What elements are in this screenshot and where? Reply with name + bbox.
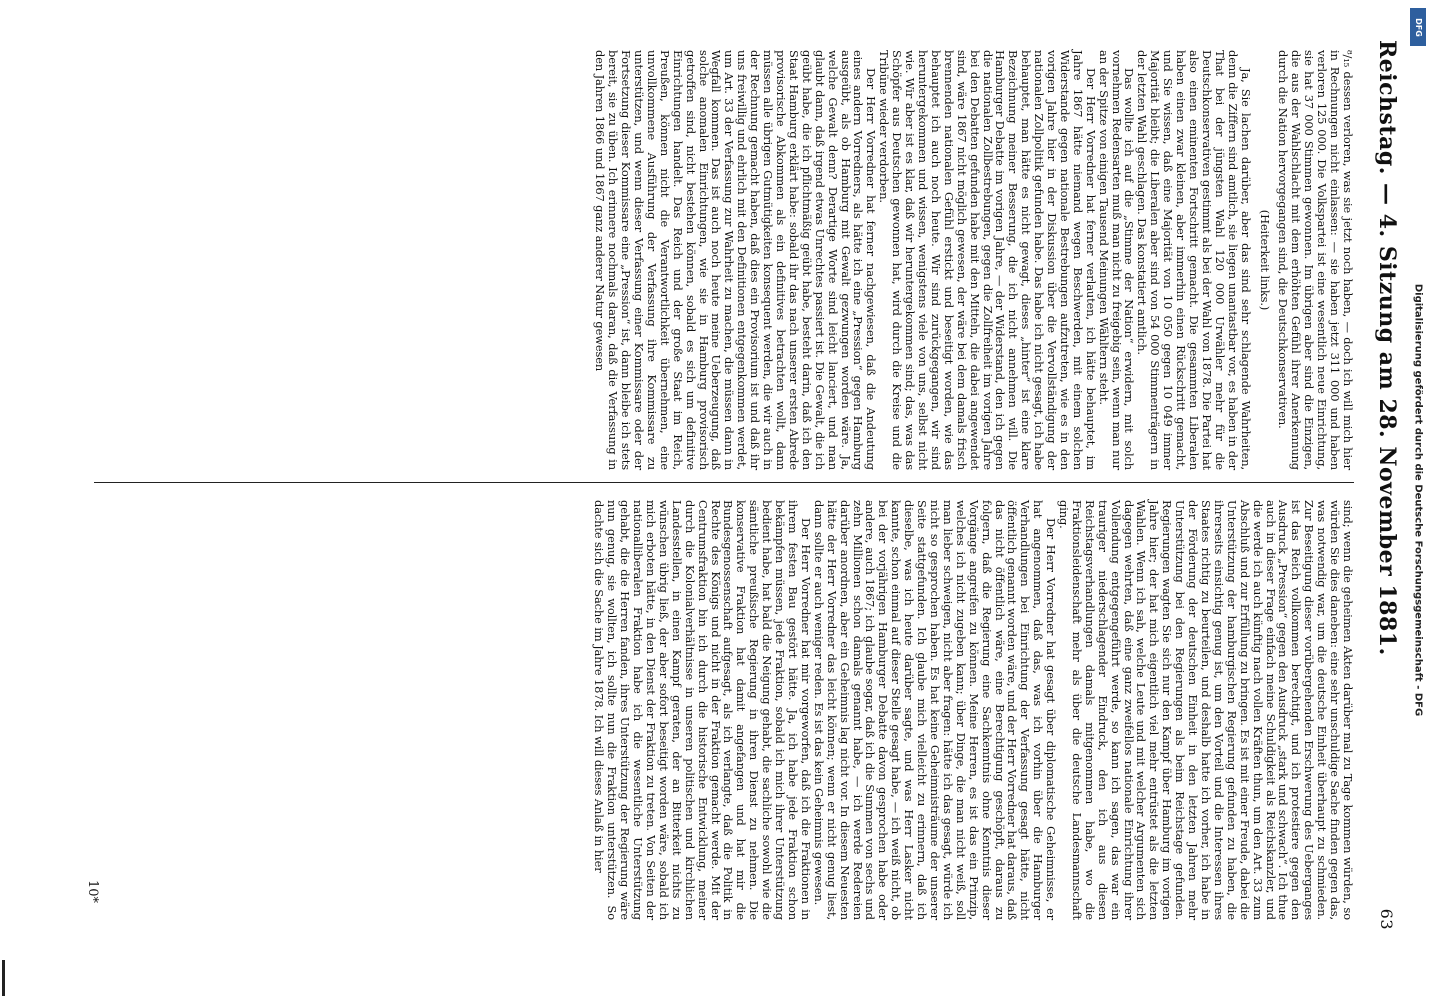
page-header-title: Reichstag. — 4. Sitzung am 28. November 1881.	[1374, 40, 1400, 656]
page-header	[1370, 40, 1404, 930]
paragraph: sind; wenn die geheimen Akten darüber mal zu Tage kommen würden, so würden Sie dies daneben: eine sehr unschuldige Sache finden gegen das, was notwendig war, um die deutsche Einheit überhaupt zu schmieden. Zur Beseitigung dieser vorübergehenden Erschwerung des Ueberganges ist das Reich vollkommen berechtigt, und ich protestiere gegen den Ausdruck „Pression“ gegen den Ausdruck „stark und schwach“. Ich thue auch in dieser Frage einfach meine Schuldigkeit als Reichskanzler, und die werde ich auch künftig nach vollen Kräften thun, um den Art. 33 zum Abschluß und zur Erfüllung zu bringen. Es ist mit einer Freude, dabei die Unterstützung der hamburgischen Regierung gefunden zu haben, die ihrerseits einsichtig genug ist, um den Vorteil und die Interessen ihres Staates richtig zu beurteilen, und deshalb hatte ich vorher, ich habe in der Förderung der deutschen Einheit in den letzten Jahren mehr Unterstützung bei den Regierungen als beim Reichstage gefunden. Regierungen wagten Sie sich nur den Kampf über Hamburg im vorigen Jahre hier; der hat mich eigentlich viel mehr entrüstet als die letzten Wahlen. Wenn ich sah, welche Leute und mit welcher Argumenten sich dagegen wehrten, daß eine ganz zweifellos nationale Einrichtung ihrer Vollendung entgegengeführt werde, so kann ich sagen, das war ein trauriger niederschlagender Eindruck, den ich aus diesen Reichstagsverhandlungen damals mitgenommen habe, wo die Fraktionsleidenschaft mehr als über die deutsche Landesmannschaft ging.	[1057, 500, 1355, 920]
dfg-logo	[1410, 8, 1426, 46]
column-divider	[94, 482, 1354, 483]
scan-edge-mark	[2, 960, 5, 996]
page-number: 63	[1377, 908, 1397, 930]
paragraph: Das wollte ich auf die „Stimme der Nation“ erwidern, mit solch vornehmen Redensarten muß man nicht zu freigebig sein, wenn man nur an der Spitze von einigen Tausend Meinungen Wähltern steht.	[1096, 50, 1137, 470]
signature-mark: 10*	[85, 880, 100, 904]
interjection-note: (Heiterkeit links.)	[1257, 209, 1272, 311]
digitization-credit	[1406, 0, 1430, 1000]
paragraph: Der Herr Vorredner hat ferner verlauten, ich hätte behauptet, im Jahre 1867 hätte niemand wegen Beschwerden, mit einem solchen Widerstande gegen nationale Bestrebungen aufzutreten, wie es in den vorigen Jahre hier in der Diskussion über die Vervollständigung der nationalen Zollpolitik gefunden habe. Das habe ich nicht gesagt, ich habe behauptet, man hätte es nicht gewagt, dieses „hinter“ ist eine klare Bezeichnung meiner Besserung, die ich nicht annehmen will. Die Hamburger Debatte im vorigen Jahre, — der Widerstand, den ich gegen die nationalen Zollbestrebungen, gegen die Zollfreiheit im vorigen Jahre bei den Debatten gefunden habe mit den Mitteln, die dabei angewendet sind, wäre 1867 nicht möglich gewesen, der wäre bei dem damals frisch brennenden nationalen Gefühl erstickt und beseitigt worden, wie das behauptet ich auch noch heute. Wir sind zurückgegangen, wir sind heruntergekommen und wissen, wenigstens viele von uns, selbst nicht wie. Wir aber ist es klar, daß wir heruntergekommen sind; das, was das Schöpfer aus Deutschen gewonnen hat, wird durch die Kreise und die Tribüne wieder verdorben.	[877, 50, 1098, 470]
credit-text: Digitalisierung gefördert durch die Deutsche Forschungsgemeinschaft - DFG	[1412, 283, 1424, 717]
paragraph: Der Herr Vorredner hat gesagt über diplomatische Geheimnisse, er hat angenommen, daß das, was ich vorhin über die Hamburger Verhandlungen bei Einrichtung der Verfassung gesagt hätte, nicht öffentlich genannt worden wäre, und der Herr Vorredner hat daraus, daß das nicht öffentlich wäre, eine Berechtigung geschöpft, daraus zu folgern, daß die Regierung eine Sachkenntnis ohne Kenntnis dieser Vorgänge angreifen zu können. Meine Herren, es ist das ein Prinzip, welches ich nicht zugeben kann; über Dinge, die man nicht weiß, soll man lieber schweigen, nicht aber fragen: hätte ich das gesagt, würde ich nicht so gesprochen haben. Es hat keine Geheimnisträume der unserer Seite stattgefunden. Ich glaube mich vielleicht zu erinnern, daß ich dieselbe, was ich heute darüber sagte, und was Herr Lasker nicht kannte, schon einmal auf dieser Stelle gesagt habe, — ich weiß nicht, ob bei der vorjährigen Hamburger Debatte davon gesprochen habe oder andere, auch 1867; ich glaube sogar, daß ich die Summen von sechs und zehn Millionen schon damals genannt habe, — ich werde Redereien darüber anordnen, aber ein Geheimnis lag nicht vor. In diesem Neuesten hätte der Herr Vorredner das leicht können; wenn er nicht genug liest, dann sollte er auch weniger reden. Es ist das kein Geheimnis gewesen.	[811, 500, 1059, 920]
paragraph: ⁸/₁₅ dessen verloren, was sie jetzt noch haben, — doch ich will mich hier in Rechnungen nicht einlassen: — sie haben jetzt 311 000 und haben verloren 125 000. Die Volkspartei ist eine wesentlich neue Einrichtung, sie hat 37 000 Stimmen gewonnen. Im übrigen aber sind die Einzigen, die aus der Wahlschlacht mit dem erhöhten Gefühl ihrer Anerkennung durch die Nation hervorgegangen sind, die Deutschkonservativen.	[1276, 50, 1355, 470]
paragraph: Der Herr Vorredner hat mir vorgeworfen, daß ich die Fraktionen in ihrem festen Bau gestört hätte. Ja, ich habe jede Fraktion schon bekämpfen müssen, jede Fraktion, sobald ich mich ihrer Unterstützung bedient habe, hat bald die Neigung gehabt, die sachliche sowohl wie die sämtliche preußische Regierung in ihren Dienst zu nehmen. Die konservative Fraktion hat damit angefangen und hat mir die Bundesgenossenschaft aufgesagt, als ich verlangte, daß die Politik in Rechte des Königs und nicht in der Fraktion gemacht werde. Mit der Centrumsfraktion bin ich durch die historische Entwicklung, meiner durch die Kolonialverhältnisse in unseren politischen und kirchlichen Landesstellen, in einen Kampf geraten, der an Bitterkeit nichts zu wünschen übrig ließ, der aber sofort beseitigt worden wäre, sobald ich mich erboten hätte, in den Dienst der Fraktion zu treten. Von Seiten der nationalliberalen Fraktion habe ich die wesentliche Unterstützung gehabt, die die Herren fanden, ihres Unterstützung der Regierung wäre nun genug, sie wollten, ich sollte nun die Fraktion unterstützen. So dachte sich die Sache im Jahre 1878. Ich will dieses Anlaß in hier	[592, 500, 813, 920]
dfg-logo-label: DFG	[1413, 17, 1423, 37]
paragraph: Ja, Sie lachen darüber, aber das sind sehr schlagende Wahrheiten, denn die Ziffern sind amtlich, sie liegen unantastbar vor, es haben in der That bei der jüngsten Wahl 120 000 Urwähler mehr für die Deutschkonservativen gestimmt als bei der Wahl von 1878. Die Partei hat also einen eminenten Fortschritt gemacht. Die gesammten Liberalen haben einen zwar kleinen, aber immerhin einen Rückschritt gemacht, und Sie wissen, daß eine Majorität von 10 050 gegen 10 049 immer Majorität bleibt; die Liberalen aber sind von 54 000 Stimmenträgern in der letzten Wahl geschlagen. Das konstatiert amtlich.	[1135, 50, 1253, 470]
left-text-column	[593, 50, 1354, 470]
paragraph: Der Herr Vorredner hat ferner nachgewiesen, daß die Andeutung eines andern Vorredners, als hätte ich eine „Pression“ gegen Hamburg ausgeübt, als ob Hamburg mit Gewalt gezwungen worden wäre. Ja, welche Gewalt denn? Derartige Worte sind leicht lanciert, und man glaubt dann, daß irgend etwas Unrechtes passiert ist. Die Gewalt, die ich geübt habe, die ich pflichtmäßig geübt habe, besteht darin, daß ich den Staat Hamburg erklärt habe: sobald ihr das nach unserer ersten Abrede provisorische Abkommen als ein definitives betrachten wollt, dann müssen alle übrigen Gutmütigkeiten konsequent werden, die wir auch in der Rechnung gemacht haben, daß dies ein Provisorium ist und daß ihr uns freiwillig und ehrlich mit den Definitionen entgegenkommen werdet, um Art. 33 der Verfassung zur Wahrheit zu machen, die müssen dann in Wegfall kommen. Das ist auch noch heute meine Ueberzeugung, daß solche anomalen Einrichtungen, wie sie in Hamburg provisorisch getroffen sind, nicht bestehen können, sobald es sich um definitive Einrichtungen handelt. Das Reich und der große Staat im Reich, Preußen, können nicht die Verantwortlichkeit übernehmen, eine unvollkommene Ausführung der Verfassung ihre Kommissare zu unterstützen, und wenn dieser Verfassung einer Kommissare oder der Fortsetzung dieser Kommissare eine „Pression“ ist, dann bleibe ich stets bereit, sie zu üben. Ich erinnere nochmals daran, daß die Verfassung in den Jahren 1866 und 1867 ganz anderer Natur gewesen	[593, 50, 879, 470]
right-text-column	[593, 500, 1354, 920]
